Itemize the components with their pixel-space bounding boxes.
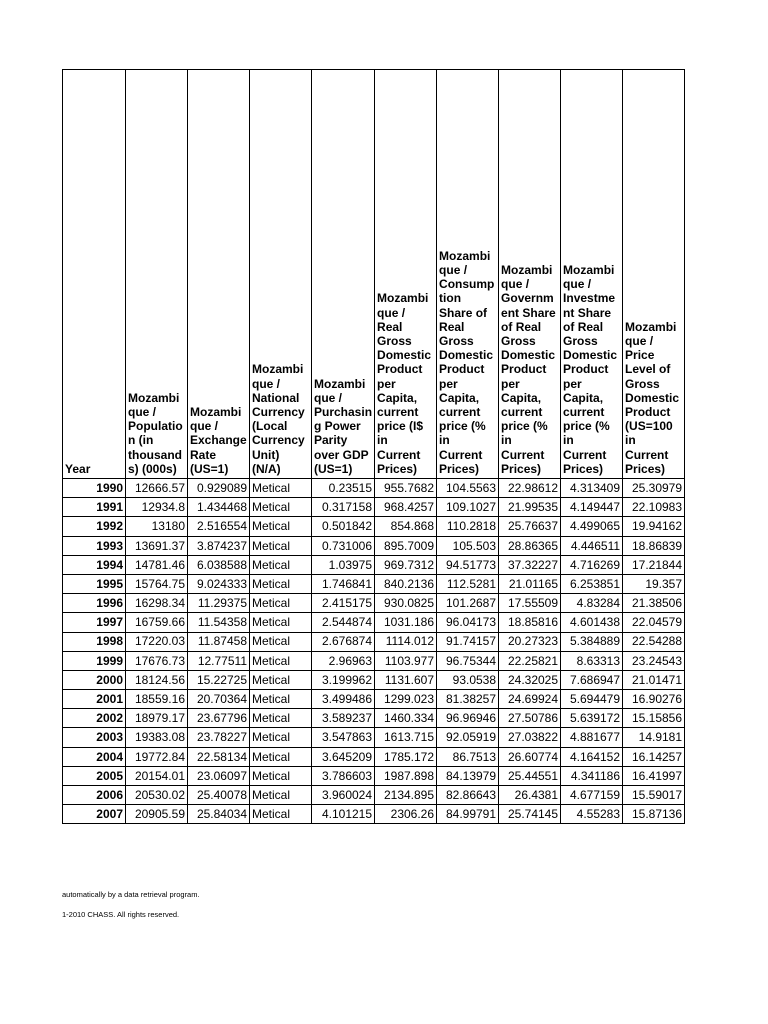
value-cell: 955.7682 <box>375 479 437 498</box>
year-cell: 1991 <box>63 498 126 517</box>
currency-cell: Metical <box>250 690 312 709</box>
value-cell: 4.446511 <box>561 536 623 555</box>
table-row <box>63 632 685 651</box>
value-cell: 18559.16 <box>126 690 188 709</box>
value-cell: 1299.023 <box>375 690 437 709</box>
value-cell: 104.5563 <box>437 479 499 498</box>
header-row <box>63 70 685 479</box>
value-cell: 8.63313 <box>561 651 623 670</box>
value-cell: 4.677159 <box>561 786 623 805</box>
value-cell: 5.384889 <box>561 632 623 651</box>
value-cell: 4.716269 <box>561 555 623 574</box>
value-cell: 112.5281 <box>437 574 499 593</box>
value-cell: 7.686947 <box>561 670 623 689</box>
value-cell: 21.38506 <box>623 594 685 613</box>
currency-cell: Metical <box>250 747 312 766</box>
value-cell: 1987.898 <box>375 766 437 785</box>
value-cell: 12934.8 <box>126 498 188 517</box>
year-cell: 2004 <box>63 747 126 766</box>
table-row <box>63 498 685 517</box>
footnote-retrieval: automatically by a data retrieval program. <box>62 890 200 899</box>
value-cell: 16759.66 <box>126 613 188 632</box>
value-cell: 22.25821 <box>499 651 561 670</box>
value-cell: 81.38257 <box>437 690 499 709</box>
value-cell: 18979.17 <box>126 709 188 728</box>
value-cell: 1.03975 <box>312 555 375 574</box>
data-table <box>62 69 685 824</box>
table-row <box>63 786 685 805</box>
value-cell: 0.731006 <box>312 536 375 555</box>
value-cell: 0.23515 <box>312 479 375 498</box>
value-cell: 96.75344 <box>437 651 499 670</box>
value-cell: 93.0538 <box>437 670 499 689</box>
table-row <box>63 574 685 593</box>
value-cell: 96.04173 <box>437 613 499 632</box>
year-cell: 2005 <box>63 766 126 785</box>
value-cell: 27.03822 <box>499 728 561 747</box>
value-cell: 930.0825 <box>375 594 437 613</box>
currency-cell: Metical <box>250 594 312 613</box>
column-header: Mozambi que / Consump tion Share of Real Gross Domestic Product per Capita, current price (% in Current Prices) <box>437 70 499 479</box>
value-cell: 25.44551 <box>499 766 561 785</box>
value-cell: 14781.46 <box>126 555 188 574</box>
year-cell: 2007 <box>63 805 126 824</box>
value-cell: 2.516554 <box>188 517 250 536</box>
currency-cell: Metical <box>250 555 312 574</box>
value-cell: 84.99791 <box>437 805 499 824</box>
value-cell: 25.84034 <box>188 805 250 824</box>
value-cell: 1.434468 <box>188 498 250 517</box>
value-cell: 2.96963 <box>312 651 375 670</box>
value-cell: 4.499065 <box>561 517 623 536</box>
value-cell: 4.101215 <box>312 805 375 824</box>
value-cell: 18.85816 <box>499 613 561 632</box>
value-cell: 3.547863 <box>312 728 375 747</box>
table-row <box>63 690 685 709</box>
value-cell: 22.04579 <box>623 613 685 632</box>
value-cell: 25.76637 <box>499 517 561 536</box>
currency-cell: Metical <box>250 709 312 728</box>
value-cell: 3.199962 <box>312 670 375 689</box>
column-header: Mozambi que / Investme nt Share of Real Gross Domestic Product per Capita, current price (% in Current Prices) <box>561 70 623 479</box>
value-cell: 3.499486 <box>312 690 375 709</box>
value-cell: 1613.715 <box>375 728 437 747</box>
value-cell: 15.59017 <box>623 786 685 805</box>
column-header: Year <box>63 70 126 479</box>
currency-cell: Metical <box>250 498 312 517</box>
value-cell: 26.4381 <box>499 786 561 805</box>
table-row <box>63 766 685 785</box>
value-cell: 11.54358 <box>188 613 250 632</box>
year-cell: 1997 <box>63 613 126 632</box>
value-cell: 2306.26 <box>375 805 437 824</box>
table-row <box>63 613 685 632</box>
value-cell: 22.98612 <box>499 479 561 498</box>
value-cell: 20530.02 <box>126 786 188 805</box>
currency-cell: Metical <box>250 613 312 632</box>
value-cell: 101.2687 <box>437 594 499 613</box>
table-body <box>63 479 685 824</box>
value-cell: 15764.75 <box>126 574 188 593</box>
table-row <box>63 670 685 689</box>
value-cell: 840.2136 <box>375 574 437 593</box>
value-cell: 22.54288 <box>623 632 685 651</box>
value-cell: 105.503 <box>437 536 499 555</box>
value-cell: 969.7312 <box>375 555 437 574</box>
value-cell: 17.21844 <box>623 555 685 574</box>
value-cell: 84.13979 <box>437 766 499 785</box>
year-cell: 2003 <box>63 728 126 747</box>
column-header: Mozambi que / Exchange Rate (US=1) <box>188 70 250 479</box>
value-cell: 94.51773 <box>437 555 499 574</box>
value-cell: 16.90276 <box>623 690 685 709</box>
value-cell: 2.544874 <box>312 613 375 632</box>
value-cell: 20154.01 <box>126 766 188 785</box>
value-cell: 6.253851 <box>561 574 623 593</box>
value-cell: 16.41997 <box>623 766 685 785</box>
value-cell: 16.14257 <box>623 747 685 766</box>
value-cell: 9.024333 <box>188 574 250 593</box>
value-cell: 23.06097 <box>188 766 250 785</box>
currency-cell: Metical <box>250 766 312 785</box>
value-cell: 22.10983 <box>623 498 685 517</box>
value-cell: 23.67796 <box>188 709 250 728</box>
column-header: Mozambi que / Governm ent Share of Real Gross Domestic Product per Capita, current price (% in Current Prices) <box>499 70 561 479</box>
year-cell: 2002 <box>63 709 126 728</box>
value-cell: 5.694479 <box>561 690 623 709</box>
table-row <box>63 479 685 498</box>
value-cell: 18.86839 <box>623 536 685 555</box>
value-cell: 854.868 <box>375 517 437 536</box>
value-cell: 3.874237 <box>188 536 250 555</box>
table-row <box>63 728 685 747</box>
year-cell: 1996 <box>63 594 126 613</box>
value-cell: 16298.34 <box>126 594 188 613</box>
value-cell: 4.881677 <box>561 728 623 747</box>
value-cell: 110.2818 <box>437 517 499 536</box>
value-cell: 1131.607 <box>375 670 437 689</box>
value-cell: 20.70364 <box>188 690 250 709</box>
value-cell: 1114.012 <box>375 632 437 651</box>
value-cell: 91.74157 <box>437 632 499 651</box>
table-row <box>63 709 685 728</box>
table-row <box>63 517 685 536</box>
value-cell: 1.746841 <box>312 574 375 593</box>
value-cell: 2.676874 <box>312 632 375 651</box>
value-cell: 28.86365 <box>499 536 561 555</box>
currency-cell: Metical <box>250 651 312 670</box>
value-cell: 5.639172 <box>561 709 623 728</box>
column-header: Mozambi que / National Currency (Local Currency Unit) (N/A) <box>250 70 312 479</box>
table-row <box>63 555 685 574</box>
value-cell: 2134.895 <box>375 786 437 805</box>
value-cell: 25.40078 <box>188 786 250 805</box>
currency-cell: Metical <box>250 728 312 747</box>
value-cell: 1103.977 <box>375 651 437 670</box>
value-cell: 4.341186 <box>561 766 623 785</box>
value-cell: 15.22725 <box>188 670 250 689</box>
currency-cell: Metical <box>250 632 312 651</box>
value-cell: 12666.57 <box>126 479 188 498</box>
value-cell: 4.313409 <box>561 479 623 498</box>
column-header: Mozambi que / Purchasin g Power Parity over GDP (US=1) <box>312 70 375 479</box>
currency-cell: Metical <box>250 786 312 805</box>
currency-cell: Metical <box>250 517 312 536</box>
value-cell: 3.960024 <box>312 786 375 805</box>
value-cell: 24.69924 <box>499 690 561 709</box>
value-cell: 23.24543 <box>623 651 685 670</box>
value-cell: 13691.37 <box>126 536 188 555</box>
column-header: Mozambi que / Real Gross Domestic Product per Capita, current price (I$ in Current Prices) <box>375 70 437 479</box>
value-cell: 86.7513 <box>437 747 499 766</box>
year-cell: 1990 <box>63 479 126 498</box>
currency-cell: Metical <box>250 805 312 824</box>
value-cell: 895.7009 <box>375 536 437 555</box>
footnote-copyright: 1-2010 CHASS. All rights reserved. <box>62 910 180 919</box>
value-cell: 15.15856 <box>623 709 685 728</box>
value-cell: 6.038588 <box>188 555 250 574</box>
year-cell: 1999 <box>63 651 126 670</box>
value-cell: 21.01471 <box>623 670 685 689</box>
value-cell: 1785.172 <box>375 747 437 766</box>
table-row <box>63 594 685 613</box>
value-cell: 3.589237 <box>312 709 375 728</box>
year-cell: 1993 <box>63 536 126 555</box>
value-cell: 4.83284 <box>561 594 623 613</box>
value-cell: 19.357 <box>623 574 685 593</box>
value-cell: 0.317158 <box>312 498 375 517</box>
value-cell: 11.29375 <box>188 594 250 613</box>
value-cell: 92.05919 <box>437 728 499 747</box>
value-cell: 11.87458 <box>188 632 250 651</box>
value-cell: 17.55509 <box>499 594 561 613</box>
value-cell: 14.9181 <box>623 728 685 747</box>
value-cell: 4.601438 <box>561 613 623 632</box>
value-cell: 109.1027 <box>437 498 499 517</box>
year-cell: 1994 <box>63 555 126 574</box>
value-cell: 23.78227 <box>188 728 250 747</box>
value-cell: 2.415175 <box>312 594 375 613</box>
value-cell: 21.01165 <box>499 574 561 593</box>
value-cell: 21.99535 <box>499 498 561 517</box>
value-cell: 12.77511 <box>188 651 250 670</box>
value-cell: 19383.08 <box>126 728 188 747</box>
value-cell: 4.55283 <box>561 805 623 824</box>
value-cell: 82.86643 <box>437 786 499 805</box>
value-cell: 1031.186 <box>375 613 437 632</box>
value-cell: 22.58134 <box>188 747 250 766</box>
value-cell: 96.96946 <box>437 709 499 728</box>
table-row <box>63 805 685 824</box>
value-cell: 37.32227 <box>499 555 561 574</box>
year-cell: 2006 <box>63 786 126 805</box>
column-header: Mozambi que / Populatio n (in thousand s) (000s) <box>126 70 188 479</box>
table-row <box>63 536 685 555</box>
value-cell: 3.645209 <box>312 747 375 766</box>
value-cell: 0.929089 <box>188 479 250 498</box>
value-cell: 19772.84 <box>126 747 188 766</box>
value-cell: 18124.56 <box>126 670 188 689</box>
year-cell: 1995 <box>63 574 126 593</box>
value-cell: 1460.334 <box>375 709 437 728</box>
year-cell: 2001 <box>63 690 126 709</box>
value-cell: 20905.59 <box>126 805 188 824</box>
column-header: Mozambi que / Price Level of Gross Domestic Product (US=100 in Current Prices) <box>623 70 685 479</box>
value-cell: 25.74145 <box>499 805 561 824</box>
table-row <box>63 651 685 670</box>
value-cell: 24.32025 <box>499 670 561 689</box>
year-cell: 1998 <box>63 632 126 651</box>
value-cell: 968.4257 <box>375 498 437 517</box>
value-cell: 13180 <box>126 517 188 536</box>
table-row <box>63 747 685 766</box>
value-cell: 4.164152 <box>561 747 623 766</box>
value-cell: 25.30979 <box>623 479 685 498</box>
value-cell: 3.786603 <box>312 766 375 785</box>
currency-cell: Metical <box>250 479 312 498</box>
year-cell: 1992 <box>63 517 126 536</box>
value-cell: 0.501842 <box>312 517 375 536</box>
value-cell: 26.60774 <box>499 747 561 766</box>
value-cell: 17220.03 <box>126 632 188 651</box>
value-cell: 15.87136 <box>623 805 685 824</box>
currency-cell: Metical <box>250 670 312 689</box>
value-cell: 17676.73 <box>126 651 188 670</box>
value-cell: 4.149447 <box>561 498 623 517</box>
currency-cell: Metical <box>250 536 312 555</box>
year-cell: 2000 <box>63 670 126 689</box>
value-cell: 20.27323 <box>499 632 561 651</box>
currency-cell: Metical <box>250 574 312 593</box>
value-cell: 19.94162 <box>623 517 685 536</box>
value-cell: 27.50786 <box>499 709 561 728</box>
